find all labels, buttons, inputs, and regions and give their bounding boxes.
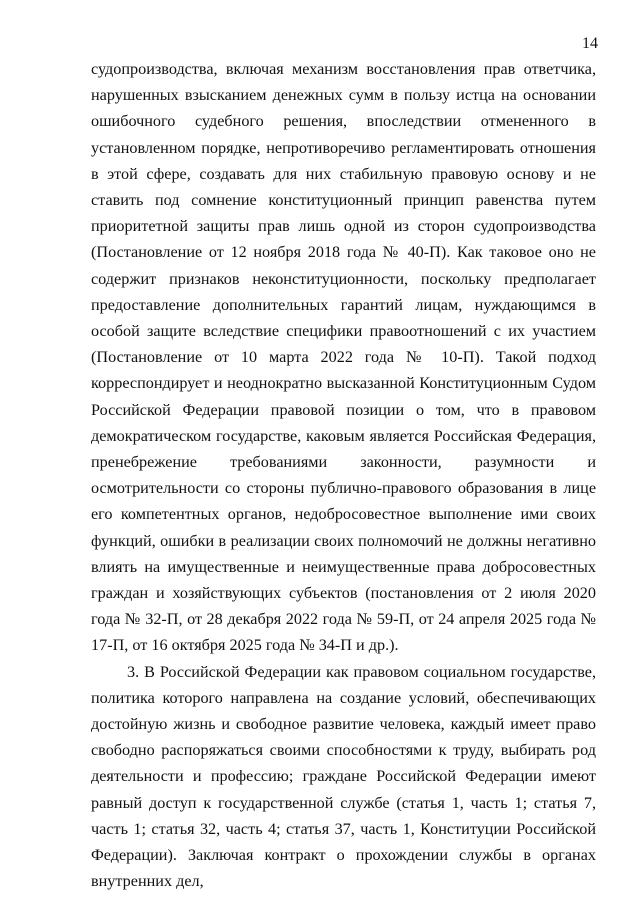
paragraph-continuation: судопроизводства, включая механизм восстановления прав ответчика, нарушенных взысканием денежных сумм в пользу истца на основании ошибочного судебного решения, впоследствии отмененного в установленном порядке, непротиворечиво регламентировать отношения в этой сфере, создавать для них стабильную правовую основу и не ставить под сомнение конституционный принцип равенства путем приоритетной защиты прав лишь одной из сторон судопроизводства (Постановление от 12 ноября 2018 года № 40-П). Как таковое оно не содержит признаков неконституционности, поскольку предполагает предоставление дополнительных гарантий лицам, нуждающимся в особой защите вследствие специфики правоотношений с их участием (Постановление от 10 марта 2022 года № 10-П). Такой подход корреспондирует и неоднократно высказанной Конституционным Судом Российской Федерации правовой позиции о том, что в правовом демократическом государстве, каковым является Российская Федерация, пренебрежение требованиями законности, разумности и осмотрительности со стороны публично-правового образования в лице его компетентных органов, недобросовестное выполнение ими своих функций, ошибки в реализации своих полномочий не должны негативно влиять на имущественные и неимущественные права добросовестных граждан и хозяйствующих субъектов (постановления от 2 июля 2020 года № 32-П, от 28 декабря 2022 года № 59-П, от 24 апреля 2025 года № 17-П, от 16 октября 2025 года № 34-П и др.). <box>91 60 596 655</box>
document-body <box>91 56 596 895</box>
page-number: 14 <box>582 35 598 52</box>
paragraph-3: 3. В Российской Федерации как правовом социальном государстве, политика которого направлена на создание условий, обеспечивающих достойную жизнь и свободное развитие человека, каждый имеет право свободно распоряжаться своими способностями к труду, выбирать род деятельности и профессию; граждане Российской Федерации имеют равный доступ к государственной службе (статья 1, часть 1; статья 7, часть 1; статья 32, часть 4; статья 37, часть 1, Конституции Российской Федерации). Заключая контракт о прохождении службы в органах внутренних дел, <box>91 662 596 891</box>
